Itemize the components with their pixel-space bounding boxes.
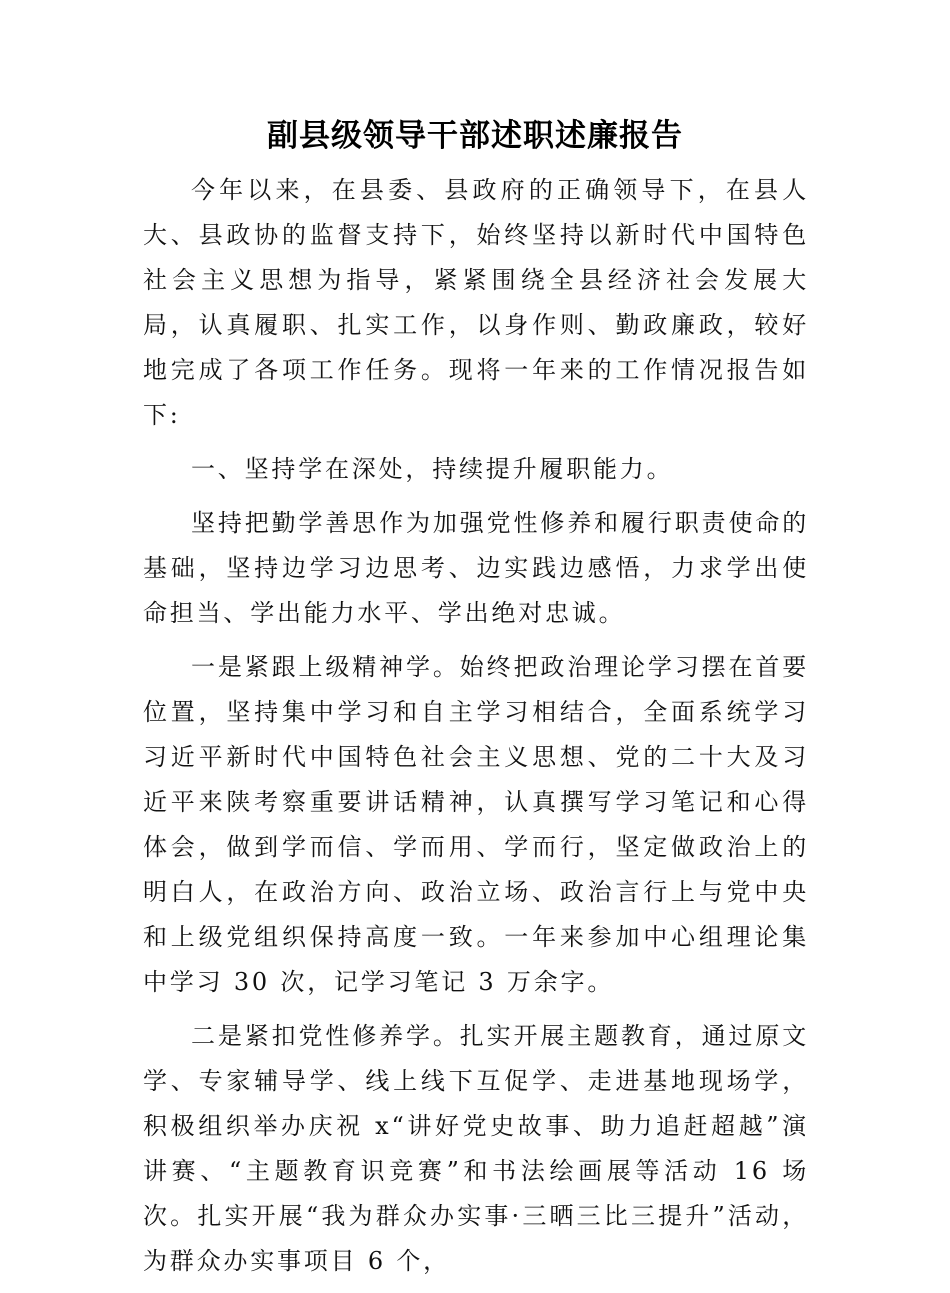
paragraph-intro: 今年以来，在县委、县政府的正确领导下，在县人大、县政协的监督支持下，始终坚持以新时代中国特色社会主义思想为指导，紧紧围绕全县经济社会发展大局，认真履职、扎实工作，以身作则、勤政廉政，较好地完成了各项工作任务。现将一年来的工作情况报告如下: <box>143 176 809 429</box>
document-body <box>143 168 809 1293</box>
section-heading-1: 一、坚持学在深处，持续提升履职能力。 <box>191 455 674 483</box>
paragraph-point-1: 一是紧跟上级精神学。始终把政治理论学习摆在首要位置，坚持集中学习和自主学习相结合，全面系统学习习近平新时代中国特色社会主义思想、党的二十大及习近平来陕考察重要讲话精神，认真撰写学习笔记和心得体会，做到学而信、学而用、学而行，坚定做政治上的明白人，在政治方向、政治立场、政治言行上与党中央和上级党组织保持高度一致。一年来参加中心组理论集中学习 30 次，记学习笔记 3 万余字。 <box>143 653 809 996</box>
paragraph-section-1-summary: 坚持把勤学善思作为加强党性修养和履行职责使命的基础，坚持边学习边思考、边实践边感悟，力求学出使命担当、学出能力水平、学出绝对忠诚。 <box>143 509 809 627</box>
document-title: 副县级领导干部述职述廉报告 <box>267 118 683 154</box>
paragraph-point-2: 二是紧扣党性修养学。扎实开展主题教育，通过原文学、专家辅导学、线上线下互促学、走进基地现场学，积极组织举办庆祝 x“讲好党史故事、助力追赶超越”演讲赛、“主题教育识竞赛”和书法绘画展等活动 16 场次。扎实开展“我为群众办实事·三晒三比三提升”活动，为群众办实事项目 6 个， <box>143 1022 809 1275</box>
